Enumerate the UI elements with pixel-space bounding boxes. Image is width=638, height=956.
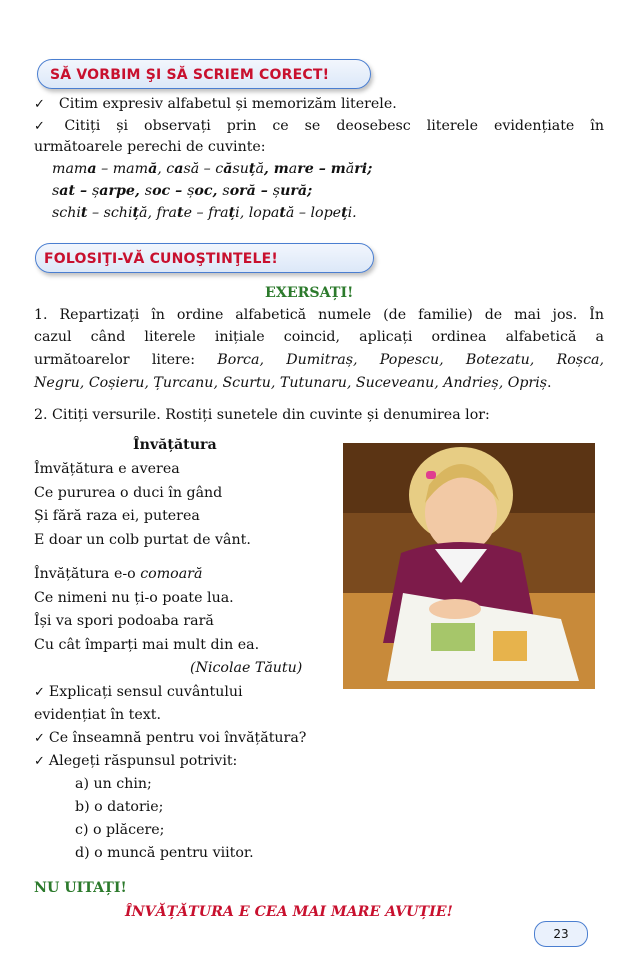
pair-text: s <box>222 183 230 199</box>
pair-text: – mam <box>96 161 149 177</box>
poem-line: E doar un colb purtat de vânt. <box>34 532 251 548</box>
highlighted-letter: oc – <box>152 183 188 199</box>
pair-text: su <box>232 161 249 177</box>
poem-title: Învățătura <box>133 437 217 453</box>
reminder-heading: NU UITAȚI! <box>34 880 127 896</box>
pair-text: s <box>52 183 60 199</box>
check-icon: ✓ <box>34 119 57 134</box>
highlighted-letter: ț <box>248 161 256 177</box>
exercise-1-line-2: cazul când literele inițiale coincid, aplicați ordinea alfabetică a <box>34 329 604 345</box>
poem-line: Cu cât împarți mai mult din ea. <box>34 637 260 653</box>
highlighted-letter: a <box>174 161 184 177</box>
answer-option: a) un chin; <box>75 776 152 792</box>
word-pairs-row-1 <box>52 159 372 179</box>
answer-option: b) o datorie; <box>75 799 164 815</box>
highlighted-letter: t <box>80 205 88 221</box>
word-pairs-row-3 <box>52 203 357 223</box>
pair-text: e – fra <box>183 205 229 221</box>
task-explain-cont: evidențiat în text. <box>34 707 161 723</box>
highlighted-letter: at – <box>59 183 92 199</box>
poem-line: Învățătura e-o comoară <box>34 566 203 582</box>
pair-text: a <box>288 161 298 177</box>
task-meaning: ✓ Ce înseamnă pentru voi învățătura? <box>34 730 307 746</box>
girl-reading-photo <box>343 443 595 689</box>
word-pairs-row-2 <box>52 181 312 201</box>
instruction-line-2: ✓ Citiți și observați prin ce se deosebesc literele evidențiate în <box>34 118 604 134</box>
exercise-2-text: 2. Citiți versurile. Rostiți sunetele din cuvinte și denumirea lor: <box>34 407 490 423</box>
pair-text: ă <box>255 161 264 177</box>
highlighted-letter: oră – <box>229 183 273 199</box>
poem-line: Ce pururea o duci în gând <box>34 485 223 501</box>
motto: ÎNVĂȚĂTURA E CEA MAI MARE AVUȚIE! <box>125 904 453 920</box>
highlighted-letter: re – m <box>297 161 346 177</box>
page-number: 23 <box>534 921 588 947</box>
instruction-line-1: ✓ Citim expresiv alfabetul și memorizăm literele. <box>34 96 397 112</box>
highlighted-letter: ură; <box>280 183 313 199</box>
highlighted-letter: arpe, <box>99 183 145 199</box>
exercise-1-line-3: următoarelor litere: Borca, Dumitraș, Popescu, Botezatu, Roșca, <box>34 352 604 368</box>
pair-text: ă <box>345 161 355 177</box>
highlighted-letter: ț <box>228 205 236 221</box>
pair-text: i, lopa <box>235 205 280 221</box>
pair-text: ș <box>92 183 100 199</box>
pair-text: – schi <box>87 205 133 221</box>
poem-line: Ce nimeni nu ți-o poate lua. <box>34 590 234 606</box>
check-icon: ✓ <box>34 754 45 769</box>
highlighted-letter: t <box>177 205 184 221</box>
check-icon: ✓ <box>34 731 45 746</box>
highlighted-letter: ț <box>341 205 348 221</box>
check-icon: ✓ <box>34 685 45 700</box>
pair-text: schi <box>52 205 81 221</box>
pair-text: s <box>144 183 153 199</box>
task-choose: ✓ Alegeți răspunsul potrivit: <box>34 753 238 769</box>
task-explain: ✓ Explicați sensul cuvântului <box>34 684 243 700</box>
exercise-heading: EXERSAȚI! <box>265 285 354 301</box>
pair-text: ș <box>272 183 281 199</box>
instruction-line-2-cont: următoarele perechi de cuvinte: <box>34 139 266 155</box>
pair-text: , c <box>157 161 175 177</box>
highlighted-letter: ri; <box>354 161 373 177</box>
highlighted-letter: t <box>279 205 286 221</box>
highlighted-word: comoară <box>140 566 203 582</box>
answer-option: c) o plăcere; <box>75 822 165 838</box>
pair-text: mam <box>52 161 88 177</box>
pair-text: i. <box>347 205 357 221</box>
highlighted-letter: ă <box>148 161 158 177</box>
exercise-1-line-1: 1. Repartizați în ordine alfabetică numele (de familie) de mai jos. În <box>34 307 604 323</box>
section-banner-speak-write: SĂ VORBIM ŞI SĂ SCRIEM CORECT! <box>37 59 371 89</box>
answer-option: d) o muncă pentru viitor. <box>75 845 254 861</box>
pair-text: ș <box>187 183 195 199</box>
exercise-1-line-4: Negru, Coșieru, Țurcanu, Scurtu, Tutunaru, Suceveanu, Andrieș, Opriș. <box>34 375 552 391</box>
section-banner-use-knowledge: FOLOSIŢI-VĂ CUNOŞTINŢELE! <box>35 243 374 273</box>
highlighted-letter: a <box>87 161 97 177</box>
highlighted-letter: ă <box>223 161 233 177</box>
poem-line: Îmvățătura e averea <box>34 461 180 477</box>
pair-text: să – c <box>183 161 224 177</box>
poem-line: Și fără raza ei, puterea <box>34 508 200 524</box>
poem-author: (Nicolae Tăutu) <box>190 660 303 676</box>
highlighted-letter: ț <box>132 205 140 221</box>
check-icon: ✓ <box>34 97 45 112</box>
pair-text: ă – lope <box>285 205 342 221</box>
poem-line: Își va spori podoaba rară <box>34 613 214 629</box>
highlighted-letter: , m <box>263 161 289 177</box>
highlighted-letter: oc, <box>194 183 223 199</box>
pair-text: ă, fra <box>139 205 178 221</box>
